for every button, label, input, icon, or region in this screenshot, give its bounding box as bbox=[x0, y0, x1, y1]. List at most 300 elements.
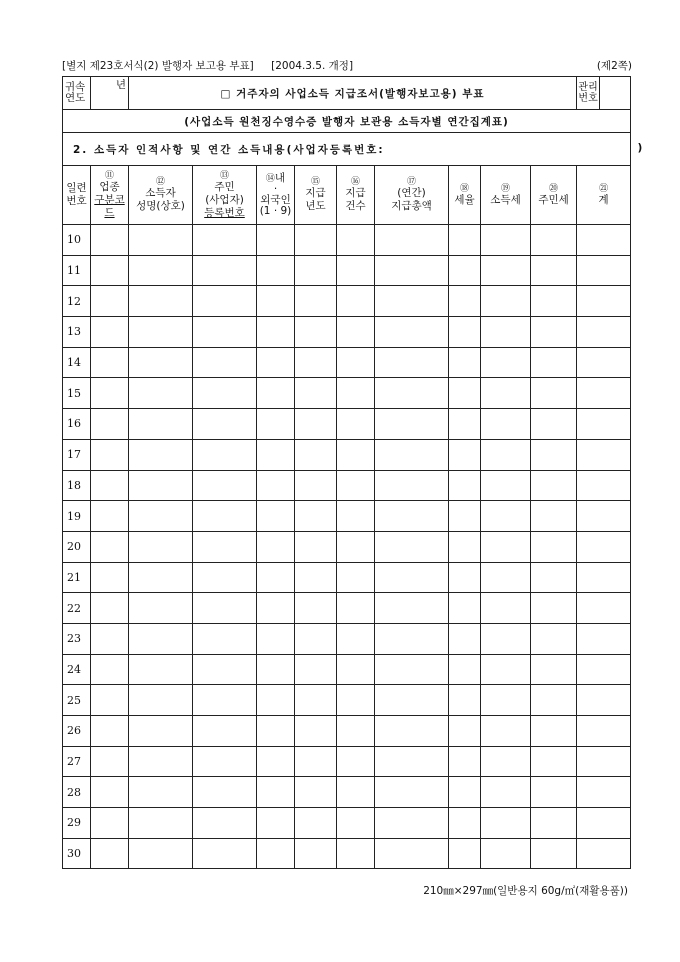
table-cell[interactable] bbox=[375, 716, 449, 747]
revision-date: [2004.3.5. 개정] bbox=[271, 60, 354, 72]
table-cell[interactable] bbox=[337, 470, 375, 501]
table-cell[interactable] bbox=[577, 531, 631, 562]
table-cell[interactable] bbox=[449, 685, 481, 716]
table-cell[interactable] bbox=[91, 439, 129, 470]
table-cell[interactable] bbox=[531, 501, 577, 532]
table-cell[interactable] bbox=[91, 777, 129, 808]
table-cell[interactable] bbox=[295, 562, 337, 593]
table-cell[interactable] bbox=[337, 286, 375, 317]
table-cell[interactable] bbox=[257, 593, 295, 624]
table-cell[interactable] bbox=[577, 317, 631, 348]
row-number: 26 bbox=[63, 716, 91, 747]
table-cell[interactable] bbox=[129, 531, 193, 562]
table-cell[interactable] bbox=[481, 317, 531, 348]
report-table bbox=[62, 76, 645, 869]
table-cell[interactable] bbox=[337, 746, 375, 777]
table-cell[interactable] bbox=[449, 531, 481, 562]
table-cell[interactable] bbox=[337, 838, 375, 869]
table-cell[interactable] bbox=[91, 838, 129, 869]
table-cell[interactable] bbox=[337, 317, 375, 348]
table-cell[interactable] bbox=[449, 808, 481, 839]
table-cell[interactable] bbox=[481, 255, 531, 286]
table-row bbox=[63, 439, 631, 470]
table-cell[interactable] bbox=[337, 409, 375, 440]
table-cell[interactable] bbox=[295, 685, 337, 716]
table-cell[interactable] bbox=[295, 501, 337, 532]
table-cell[interactable] bbox=[375, 501, 449, 532]
table-cell[interactable] bbox=[337, 685, 375, 716]
table-cell[interactable] bbox=[257, 347, 295, 378]
table-cell[interactable] bbox=[577, 654, 631, 685]
col-income-tax: ⑲ 소득세 bbox=[481, 166, 531, 225]
form-subtitle: (사업소득 원천징수영수증 발행자 보관용 소득자별 연간집계표) bbox=[63, 110, 631, 133]
table-cell[interactable] bbox=[449, 286, 481, 317]
table-cell[interactable] bbox=[531, 623, 577, 654]
row-number: 14 bbox=[63, 347, 91, 378]
table-cell[interactable] bbox=[257, 409, 295, 440]
col-registration-number: ⑬ 주민 (사업자) 등록번호 bbox=[193, 166, 257, 225]
col-total: ㉑ 계 bbox=[577, 166, 631, 225]
table-cell[interactable] bbox=[531, 347, 577, 378]
form-header bbox=[62, 58, 632, 73]
table-cell[interactable] bbox=[577, 777, 631, 808]
table-cell[interactable] bbox=[481, 531, 531, 562]
col-name: ⑫ 소득자 성명(상호) bbox=[129, 166, 193, 225]
table-cell[interactable] bbox=[481, 470, 531, 501]
table-cell[interactable] bbox=[257, 378, 295, 409]
table-cell[interactable] bbox=[295, 286, 337, 317]
table-cell[interactable] bbox=[91, 746, 129, 777]
table-row bbox=[63, 409, 631, 440]
section-title: 2. 소득자 인적사항 및 연간 소득내용(사업자등록번호: ) bbox=[63, 133, 631, 166]
table-cell[interactable] bbox=[375, 685, 449, 716]
table-cell[interactable] bbox=[577, 225, 631, 256]
table-cell[interactable] bbox=[577, 685, 631, 716]
table-cell[interactable] bbox=[129, 746, 193, 777]
table-row bbox=[63, 378, 631, 409]
table-cell[interactable] bbox=[375, 808, 449, 839]
table-cell[interactable] bbox=[91, 654, 129, 685]
table-cell[interactable] bbox=[481, 439, 531, 470]
attribution-year-field[interactable]: 년 bbox=[91, 77, 129, 110]
table-cell[interactable] bbox=[375, 562, 449, 593]
row-number: 16 bbox=[63, 409, 91, 440]
table-cell[interactable] bbox=[295, 777, 337, 808]
table-cell[interactable] bbox=[337, 439, 375, 470]
table-row bbox=[63, 255, 631, 286]
table-cell[interactable] bbox=[295, 347, 337, 378]
table-cell[interactable] bbox=[577, 378, 631, 409]
table-cell[interactable] bbox=[531, 286, 577, 317]
table-cell[interactable] bbox=[481, 347, 531, 378]
table-row bbox=[63, 623, 631, 654]
table-row bbox=[63, 531, 631, 562]
table-cell[interactable] bbox=[449, 562, 481, 593]
table-cell[interactable] bbox=[129, 562, 193, 593]
management-number-label: 관리 번호 bbox=[577, 77, 600, 109]
paper-spec: 210㎜×297㎜(일반용지 60g/㎡(재활용품)) bbox=[423, 885, 628, 897]
table-cell[interactable] bbox=[257, 685, 295, 716]
table-cell[interactable] bbox=[481, 562, 531, 593]
table-cell[interactable] bbox=[531, 838, 577, 869]
table-cell[interactable] bbox=[337, 654, 375, 685]
table-cell[interactable] bbox=[257, 225, 295, 256]
table-cell[interactable] bbox=[193, 654, 257, 685]
row-number: 22 bbox=[63, 593, 91, 624]
table-cell[interactable] bbox=[129, 255, 193, 286]
table-cell[interactable] bbox=[531, 562, 577, 593]
row-number: 19 bbox=[63, 501, 91, 532]
table-cell[interactable] bbox=[577, 746, 631, 777]
table-cell[interactable] bbox=[257, 286, 295, 317]
table-cell[interactable] bbox=[193, 777, 257, 808]
row-number: 18 bbox=[63, 470, 91, 501]
management-number-cell[interactable] bbox=[577, 77, 631, 110]
table-row bbox=[63, 347, 631, 378]
table-cell[interactable] bbox=[577, 838, 631, 869]
attribution-year-label: 귀속 연도 bbox=[63, 77, 91, 110]
table-cell[interactable] bbox=[375, 225, 449, 256]
table-cell[interactable] bbox=[375, 777, 449, 808]
table-row bbox=[63, 501, 631, 532]
table-cell[interactable] bbox=[375, 439, 449, 470]
table-cell[interactable] bbox=[295, 746, 337, 777]
row-number: 20 bbox=[63, 531, 91, 562]
row-number: 11 bbox=[63, 255, 91, 286]
table-cell[interactable] bbox=[129, 808, 193, 839]
table-cell[interactable] bbox=[481, 777, 531, 808]
table-cell[interactable] bbox=[193, 746, 257, 777]
table-cell[interactable] bbox=[257, 317, 295, 348]
row-number: 15 bbox=[63, 378, 91, 409]
table-cell[interactable] bbox=[481, 623, 531, 654]
table-cell[interactable] bbox=[337, 378, 375, 409]
col-tax-rate: ⑱ 세율 bbox=[449, 166, 481, 225]
col-resident-foreign: ⑭내 · 외국인 (1 · 9) bbox=[257, 166, 295, 225]
table-cell[interactable] bbox=[193, 593, 257, 624]
table-cell[interactable] bbox=[295, 531, 337, 562]
table-cell[interactable] bbox=[449, 623, 481, 654]
table-cell[interactable] bbox=[91, 317, 129, 348]
table-cell[interactable] bbox=[375, 317, 449, 348]
table-cell[interactable] bbox=[481, 286, 531, 317]
table-cell[interactable] bbox=[481, 716, 531, 747]
table-cell[interactable] bbox=[375, 378, 449, 409]
table-cell[interactable] bbox=[531, 439, 577, 470]
table-cell[interactable] bbox=[531, 808, 577, 839]
table-cell[interactable] bbox=[193, 347, 257, 378]
table-cell[interactable] bbox=[295, 623, 337, 654]
table-cell[interactable] bbox=[531, 470, 577, 501]
table-cell[interactable] bbox=[577, 593, 631, 624]
table-cell[interactable] bbox=[449, 777, 481, 808]
row-number: 17 bbox=[63, 439, 91, 470]
table-cell[interactable] bbox=[193, 501, 257, 532]
table-cell[interactable] bbox=[577, 409, 631, 440]
table-cell[interactable] bbox=[129, 685, 193, 716]
table-cell[interactable] bbox=[577, 347, 631, 378]
table-row bbox=[63, 808, 631, 839]
table-cell[interactable] bbox=[449, 347, 481, 378]
table-cell[interactable] bbox=[375, 654, 449, 685]
table-cell[interactable] bbox=[295, 808, 337, 839]
table-cell[interactable] bbox=[449, 317, 481, 348]
table-cell[interactable] bbox=[531, 255, 577, 286]
row-number: 23 bbox=[63, 623, 91, 654]
table-cell[interactable] bbox=[193, 562, 257, 593]
table-cell[interactable] bbox=[481, 378, 531, 409]
table-cell[interactable] bbox=[257, 808, 295, 839]
table-cell[interactable] bbox=[295, 593, 337, 624]
table-cell[interactable] bbox=[449, 378, 481, 409]
table-cell[interactable] bbox=[129, 378, 193, 409]
table-cell[interactable] bbox=[129, 593, 193, 624]
row-number: 24 bbox=[63, 654, 91, 685]
table-cell[interactable] bbox=[91, 255, 129, 286]
row-number: 30 bbox=[63, 838, 91, 869]
row-number: 29 bbox=[63, 808, 91, 839]
table-cell[interactable] bbox=[481, 685, 531, 716]
table-cell[interactable] bbox=[91, 501, 129, 532]
table-cell[interactable] bbox=[129, 838, 193, 869]
table-cell[interactable] bbox=[531, 225, 577, 256]
table-cell[interactable] bbox=[257, 470, 295, 501]
table-cell[interactable] bbox=[257, 439, 295, 470]
form-title: □ 거주자의 사업소득 지급조서(발행자보고용) 부표 bbox=[129, 77, 577, 110]
table-cell[interactable] bbox=[577, 716, 631, 747]
table-row bbox=[63, 562, 631, 593]
table-cell[interactable] bbox=[449, 746, 481, 777]
table-cell[interactable] bbox=[337, 255, 375, 286]
data-rows bbox=[63, 225, 631, 869]
table-cell[interactable] bbox=[295, 317, 337, 348]
table-cell[interactable] bbox=[449, 470, 481, 501]
table-cell[interactable] bbox=[577, 623, 631, 654]
table-cell[interactable] bbox=[257, 716, 295, 747]
table-cell[interactable] bbox=[193, 808, 257, 839]
table-cell[interactable] bbox=[337, 777, 375, 808]
table-cell[interactable] bbox=[129, 716, 193, 747]
table-cell[interactable] bbox=[449, 409, 481, 440]
table-cell[interactable] bbox=[337, 716, 375, 747]
table-cell[interactable] bbox=[129, 409, 193, 440]
table-cell[interactable] bbox=[337, 531, 375, 562]
table-cell[interactable] bbox=[193, 531, 257, 562]
table-cell[interactable] bbox=[577, 439, 631, 470]
page-label: (제2쪽) bbox=[596, 60, 632, 72]
table-cell[interactable] bbox=[91, 470, 129, 501]
table-cell[interactable] bbox=[531, 378, 577, 409]
table-cell[interactable] bbox=[257, 531, 295, 562]
table-cell[interactable] bbox=[531, 746, 577, 777]
table-cell[interactable] bbox=[257, 838, 295, 869]
col-industry-code: ⑪ 업종 구분코드 bbox=[91, 166, 129, 225]
title-row bbox=[63, 77, 631, 110]
table-cell[interactable] bbox=[375, 286, 449, 317]
table-cell[interactable] bbox=[295, 838, 337, 869]
table-cell[interactable] bbox=[337, 347, 375, 378]
table-cell[interactable] bbox=[91, 286, 129, 317]
table-row bbox=[63, 777, 631, 808]
table-cell[interactable] bbox=[337, 808, 375, 839]
table-cell[interactable] bbox=[481, 225, 531, 256]
table-cell[interactable] bbox=[449, 716, 481, 747]
table-row bbox=[63, 286, 631, 317]
table-cell[interactable] bbox=[129, 439, 193, 470]
col-serial: 일련 번호 bbox=[63, 166, 91, 225]
column-header-row bbox=[63, 166, 631, 225]
table-cell[interactable] bbox=[129, 501, 193, 532]
table-cell[interactable] bbox=[337, 562, 375, 593]
table-cell[interactable] bbox=[193, 685, 257, 716]
table-cell[interactable] bbox=[129, 286, 193, 317]
col-pay-count: ⑯ 지급 건수 bbox=[337, 166, 375, 225]
table-row bbox=[63, 838, 631, 869]
table-cell[interactable] bbox=[257, 746, 295, 777]
table-cell[interactable] bbox=[375, 746, 449, 777]
table-cell[interactable] bbox=[257, 501, 295, 532]
col-total-amount: ⑰ (연간) 지급총액 bbox=[375, 166, 449, 225]
col-resident-tax: ⑳ 주민세 bbox=[531, 166, 577, 225]
table-cell[interactable] bbox=[577, 255, 631, 286]
table-cell[interactable] bbox=[295, 470, 337, 501]
table-cell[interactable] bbox=[129, 225, 193, 256]
table-cell[interactable] bbox=[375, 531, 449, 562]
table-cell[interactable] bbox=[193, 838, 257, 869]
table-cell[interactable] bbox=[193, 286, 257, 317]
row-number: 13 bbox=[63, 317, 91, 348]
table-cell[interactable] bbox=[91, 808, 129, 839]
table-cell[interactable] bbox=[337, 225, 375, 256]
table-cell[interactable] bbox=[129, 623, 193, 654]
table-cell[interactable] bbox=[449, 593, 481, 624]
table-cell[interactable] bbox=[91, 225, 129, 256]
table-cell[interactable] bbox=[449, 838, 481, 869]
table-cell[interactable] bbox=[449, 654, 481, 685]
table-cell[interactable] bbox=[257, 562, 295, 593]
table-cell[interactable] bbox=[531, 654, 577, 685]
table-row bbox=[63, 317, 631, 348]
table-cell[interactable] bbox=[577, 470, 631, 501]
table-cell[interactable] bbox=[193, 470, 257, 501]
table-cell[interactable] bbox=[577, 286, 631, 317]
table-cell[interactable] bbox=[295, 255, 337, 286]
table-row bbox=[63, 654, 631, 685]
table-row bbox=[63, 716, 631, 747]
table-cell[interactable] bbox=[337, 623, 375, 654]
table-cell[interactable] bbox=[295, 409, 337, 440]
table-cell[interactable] bbox=[91, 593, 129, 624]
table-cell[interactable] bbox=[193, 623, 257, 654]
table-cell[interactable] bbox=[193, 317, 257, 348]
table-cell[interactable] bbox=[375, 347, 449, 378]
table-cell[interactable] bbox=[193, 225, 257, 256]
table-cell[interactable] bbox=[129, 654, 193, 685]
table-cell[interactable] bbox=[577, 808, 631, 839]
row-number: 21 bbox=[63, 562, 91, 593]
table-cell[interactable] bbox=[91, 716, 129, 747]
table-cell[interactable] bbox=[577, 501, 631, 532]
table-cell[interactable] bbox=[531, 409, 577, 440]
table-cell[interactable] bbox=[481, 838, 531, 869]
table-cell[interactable] bbox=[91, 531, 129, 562]
row-number: 25 bbox=[63, 685, 91, 716]
table-cell[interactable] bbox=[481, 654, 531, 685]
table-cell[interactable] bbox=[91, 409, 129, 440]
table-cell[interactable] bbox=[531, 531, 577, 562]
table-cell[interactable] bbox=[91, 378, 129, 409]
table-cell[interactable] bbox=[193, 439, 257, 470]
table-cell[interactable] bbox=[481, 501, 531, 532]
table-cell[interactable] bbox=[91, 347, 129, 378]
row-number: 27 bbox=[63, 746, 91, 777]
table-cell[interactable] bbox=[295, 378, 337, 409]
table-cell[interactable] bbox=[531, 777, 577, 808]
table-cell[interactable] bbox=[449, 501, 481, 532]
table-cell[interactable] bbox=[375, 838, 449, 869]
table-cell[interactable] bbox=[481, 808, 531, 839]
table-cell[interactable] bbox=[481, 746, 531, 777]
table-cell[interactable] bbox=[375, 255, 449, 286]
table-cell[interactable] bbox=[295, 654, 337, 685]
table-cell[interactable] bbox=[375, 409, 449, 440]
table-cell[interactable] bbox=[257, 654, 295, 685]
table-cell[interactable] bbox=[481, 593, 531, 624]
table-cell[interactable] bbox=[481, 409, 531, 440]
table-cell[interactable] bbox=[531, 317, 577, 348]
table-cell[interactable] bbox=[449, 439, 481, 470]
table-cell[interactable] bbox=[193, 716, 257, 747]
table-cell[interactable] bbox=[337, 593, 375, 624]
table-cell[interactable] bbox=[257, 777, 295, 808]
table-row bbox=[63, 685, 631, 716]
table-cell[interactable] bbox=[129, 347, 193, 378]
table-cell[interactable] bbox=[193, 255, 257, 286]
table-cell[interactable] bbox=[129, 777, 193, 808]
table-cell[interactable] bbox=[257, 623, 295, 654]
table-cell[interactable] bbox=[193, 409, 257, 440]
table-cell[interactable] bbox=[337, 501, 375, 532]
table-cell[interactable] bbox=[577, 562, 631, 593]
table-cell[interactable] bbox=[449, 255, 481, 286]
table-cell[interactable] bbox=[129, 317, 193, 348]
table-cell[interactable] bbox=[531, 716, 577, 747]
table-cell[interactable] bbox=[449, 225, 481, 256]
table-cell[interactable] bbox=[295, 225, 337, 256]
table-cell[interactable] bbox=[531, 593, 577, 624]
table-cell[interactable] bbox=[295, 716, 337, 747]
table-cell[interactable] bbox=[91, 562, 129, 593]
table-cell[interactable] bbox=[375, 470, 449, 501]
checkbox[interactable]: □ bbox=[220, 87, 232, 100]
table-row bbox=[63, 746, 631, 777]
form-number: [별지 제23호서식(2) 발행자 보고용 부표] bbox=[62, 60, 254, 72]
table-row bbox=[63, 593, 631, 624]
row-number: 28 bbox=[63, 777, 91, 808]
table-cell[interactable] bbox=[375, 623, 449, 654]
table-cell[interactable] bbox=[91, 623, 129, 654]
table-row bbox=[63, 225, 631, 256]
table-cell[interactable] bbox=[375, 593, 449, 624]
table-cell[interactable] bbox=[257, 255, 295, 286]
table-cell[interactable] bbox=[193, 378, 257, 409]
table-cell[interactable] bbox=[295, 439, 337, 470]
table-cell[interactable] bbox=[129, 470, 193, 501]
table-cell[interactable] bbox=[531, 685, 577, 716]
row-number: 12 bbox=[63, 286, 91, 317]
col-pay-year: ⑮ 지급 년도 bbox=[295, 166, 337, 225]
table-cell[interactable] bbox=[91, 685, 129, 716]
